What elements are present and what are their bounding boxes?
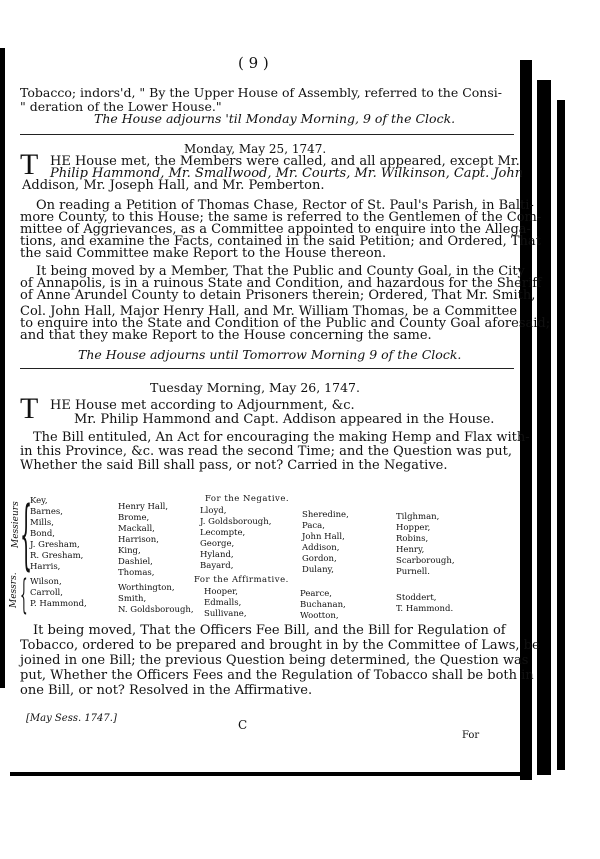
monday-line: the said Committee make Report to the House thereon. — [20, 246, 387, 261]
closing-line: put, Whether the Officers Fees and the Regulation of Tobacco shall be both in — [20, 668, 534, 683]
monday-line: of Annapolis, is in a ruinous State and Condition, and hazardous for the Sheriff — [20, 276, 542, 291]
page-number: ( 9 ) — [238, 54, 269, 72]
member-name: J. Goldsborough, — [200, 517, 272, 527]
member-name: Mackall, — [118, 524, 155, 534]
member-name: Gordon, — [302, 554, 337, 564]
monday-line: tions, and examine the Facts, contained in the said Petition; and Ordered, That — [20, 234, 541, 249]
scan-edge-bottom — [10, 772, 530, 776]
closing-line: joined in one Bill; the previous Question being determined, the Question was — [20, 653, 529, 668]
monday-dropcap: T — [20, 148, 39, 181]
messrs-label: Messrs. — [9, 572, 19, 608]
member-name: J. Gresham, — [30, 540, 80, 550]
tuesday-line: Mr. Philip Hammond and Capt. Addison appeared in the House. — [74, 412, 495, 427]
member-name: Wilson, — [30, 577, 62, 587]
member-name: Wootton, — [300, 611, 339, 621]
monday-line: to enquire into the State and Condition of the Public and County Goal aforesaid; — [20, 316, 551, 331]
negative-col-1 — [30, 496, 83, 573]
member-name: P. Hammond, — [30, 599, 87, 609]
monday-line: Addison, Mr. Joseph Hall, and Mr. Pemberton. — [22, 178, 325, 193]
monday-line: HE House met, the Members were called, and all appeared, except Mr. — [50, 154, 520, 169]
member-name: Scarborough, — [396, 556, 455, 566]
member-name: Sheredine, — [302, 510, 349, 520]
affirmative-col-3 — [204, 587, 247, 620]
monday-adjourn: The House adjourns until Tomorrow Morning 9 of the Clock. — [78, 347, 462, 362]
negative-col-5 — [396, 512, 455, 578]
affirmative-col-2 — [118, 583, 194, 616]
member-name: T. Hammond. — [396, 604, 454, 614]
scan-edge-right-3 — [557, 100, 565, 770]
tuesday-line: in this Province, &c. was read the second Time; and the Question was put, — [20, 444, 512, 459]
member-name: Thomas, — [118, 568, 155, 578]
member-name: Hopper, — [396, 523, 431, 533]
member-name: Lloyd, — [200, 506, 227, 516]
tuesday-line: Whether the said Bill shall pass, or not? Carried in the Negative. — [20, 458, 448, 473]
member-name: Robins, — [396, 534, 429, 544]
top-line-1: Tobacco; indors'd, " By the Upper House of Assembly, referred to the Consi- — [20, 85, 502, 100]
closing-line: one Bill, or not? Resolved in the Affirmative. — [20, 683, 313, 698]
member-name: Purnell. — [396, 567, 430, 577]
member-name: Harris, — [30, 562, 61, 572]
signature-mark: C — [238, 718, 248, 732]
member-name: Dashiel, — [118, 557, 153, 567]
member-name: Sullivane, — [204, 609, 247, 619]
scan-edge-right-2 — [537, 80, 551, 775]
monday-heading: Monday, May 25, 1747. — [184, 142, 327, 156]
member-name: Hooper, — [204, 587, 238, 597]
member-name: R. Gresham, — [30, 551, 84, 561]
affirmative-col-1 — [30, 577, 87, 610]
monday-line: Philip Hammond, Mr. Smallwood, Mr. Courts, Mr. Wilkinson, Capt. John — [50, 166, 524, 181]
tuesday-line: The Bill entituled, An Act for encouraging the making Hemp and Flax with- — [33, 430, 530, 445]
negative-col-3 — [200, 506, 271, 572]
member-name: Key, — [30, 496, 48, 506]
rule-2 — [20, 368, 514, 369]
member-name: Worthington, — [118, 583, 175, 593]
member-name: Harrison, — [118, 535, 159, 545]
rule-1 — [20, 134, 514, 135]
monday-line: of Anne Arundel County to detain Prisoners therein; Ordered, That Mr. Smith, — [20, 288, 536, 303]
member-name: Bayard, — [200, 561, 234, 571]
member-name: Tilghman, — [396, 512, 440, 522]
closing-line: It being moved, That the Officers Fee Bill, and the Bill for Regulation of — [33, 623, 506, 638]
member-name: Paca, — [302, 521, 325, 531]
member-name: Hyland, — [200, 550, 234, 560]
tuesday-line: HE House met according to Adjournment, &c. — [50, 398, 355, 413]
scan-edge-left — [0, 48, 5, 688]
member-name: John Hall, — [302, 532, 345, 542]
member-name: Addison, — [302, 543, 340, 553]
monday-line: more County, to this House; the same is referred to the Gentlemen of the Com- — [20, 210, 542, 225]
member-name: George, — [200, 539, 235, 549]
closing-line: Tobacco, ordered to be prepared and brought in by the Committee of Laws, be — [20, 638, 540, 653]
top-adjourn: The House adjourns 'til Monday Morning, 9 of the Clock. — [94, 111, 456, 126]
member-name: Dulany, — [302, 565, 334, 575]
member-name: Lecompte, — [200, 528, 246, 538]
monday-line: On reading a Petition of Thomas Chase, Rector of St. Paul's Parish, in Balti- — [36, 198, 534, 213]
affirmative-col-5 — [396, 593, 453, 615]
member-name: Mills, — [30, 518, 54, 528]
brace-affirmative: { — [20, 572, 28, 618]
negative-col-4 — [302, 510, 349, 576]
monday-line: Col. John Hall, Major Henry Hall, and Mr. William Thomas, be a Committee — [20, 304, 518, 319]
tuesday-heading: Tuesday Morning, May 26, 1747. — [150, 380, 360, 395]
messieurs-label: Messieurs — [11, 501, 21, 548]
affirmative-col-4 — [300, 589, 346, 622]
top-line-2: " deration of the Lower House." — [20, 99, 222, 114]
negative-label: For the Negative. — [205, 494, 290, 504]
monday-line: mittee of Aggrievances, as a Committee appointed to enquire into the Allega- — [20, 222, 531, 237]
negative-col-2 — [118, 502, 168, 579]
member-name: Buchanan, — [300, 600, 346, 610]
member-name: Smith, — [118, 594, 147, 604]
member-name: Stoddert, — [396, 593, 437, 603]
member-name: N. Goldsborough, — [118, 605, 194, 615]
member-name: Henry, — [396, 545, 425, 555]
signature-note: [May Sess. 1747.] — [26, 713, 117, 724]
brace-negative: { — [20, 489, 33, 578]
member-name: Carroll, — [30, 588, 63, 598]
member-name: Pearce, — [300, 589, 332, 599]
member-name: King, — [118, 546, 141, 556]
monday-line: and that they make Report to the House concerning the same. — [20, 328, 432, 343]
tuesday-dropcap: T — [20, 392, 39, 425]
member-name: Brome, — [118, 513, 150, 523]
member-name: Henry Hall, — [118, 502, 169, 512]
monday-line: It being moved by a Member, That the Public and County Goal, in the City — [36, 264, 525, 279]
member-name: Edmalls, — [204, 598, 242, 608]
member-name: Barnes, — [30, 507, 63, 517]
affirmative-label: For the Affirmative. — [194, 575, 289, 585]
catchword: For — [462, 730, 480, 741]
member-name: Bond, — [30, 529, 55, 539]
